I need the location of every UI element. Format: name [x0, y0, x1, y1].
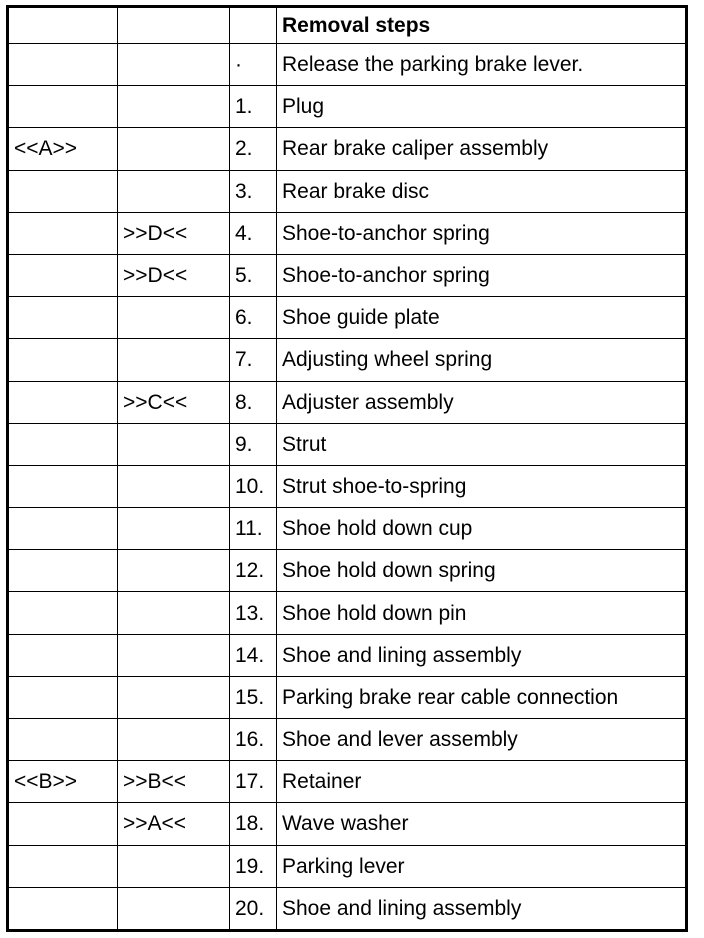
table-row	[8, 423, 687, 465]
removal-steps-table	[6, 5, 688, 932]
table-row	[8, 676, 687, 718]
table-row	[8, 465, 687, 507]
table-row	[8, 297, 687, 339]
install-ref-cell	[118, 634, 230, 676]
install-ref-cell	[118, 887, 230, 930]
step-number-cell: 20.	[230, 887, 277, 930]
step-description-cell: Adjuster assembly	[277, 381, 687, 423]
removal-ref-cell	[8, 845, 118, 887]
install-ref-cell	[118, 128, 230, 170]
step-description-cell: Shoe hold down spring	[277, 550, 687, 592]
table-row	[8, 170, 687, 212]
removal-ref-cell	[8, 887, 118, 930]
header-removal-steps: Removal steps	[277, 7, 687, 44]
table-row	[8, 212, 687, 254]
table-row	[8, 128, 687, 170]
removal-ref-cell	[8, 465, 118, 507]
install-ref-cell	[118, 465, 230, 507]
install-ref-cell	[118, 592, 230, 634]
step-number-cell: 15.	[230, 676, 277, 718]
removal-ref-cell	[8, 550, 118, 592]
removal-ref-cell	[8, 592, 118, 634]
removal-ref-cell	[8, 212, 118, 254]
install-ref-cell	[118, 719, 230, 761]
table-row	[8, 761, 687, 803]
install-ref-cell	[118, 170, 230, 212]
removal-ref-cell	[8, 803, 118, 845]
removal-ref-cell	[8, 381, 118, 423]
step-number-cell: 11.	[230, 508, 277, 550]
removal-ref-cell	[8, 297, 118, 339]
table-row	[8, 86, 687, 128]
install-ref-cell	[118, 676, 230, 718]
step-description-cell: Shoe-to-anchor spring	[277, 254, 687, 296]
step-description-cell: Shoe hold down cup	[277, 508, 687, 550]
removal-ref-cell	[8, 254, 118, 296]
step-description-cell: Release the parking brake lever.	[277, 44, 687, 86]
install-ref-cell	[118, 550, 230, 592]
step-number-cell: 5.	[230, 254, 277, 296]
step-description-cell: Wave washer	[277, 803, 687, 845]
table-header-row	[8, 7, 687, 44]
install-ref-cell	[118, 44, 230, 86]
removal-steps-body	[8, 7, 687, 931]
step-description-cell: Adjusting wheel spring	[277, 339, 687, 381]
install-ref-cell	[118, 86, 230, 128]
header-removal-ref	[8, 7, 118, 44]
step-number-cell: 6.	[230, 297, 277, 339]
removal-ref-cell	[8, 44, 118, 86]
step-description-cell: Parking lever	[277, 845, 687, 887]
step-description-cell: Strut shoe-to-spring	[277, 465, 687, 507]
step-description-cell: Retainer	[277, 761, 687, 803]
step-number-cell: 17.	[230, 761, 277, 803]
step-description-cell: Parking brake rear cable connection	[277, 676, 687, 718]
step-number-cell: ·	[230, 44, 277, 86]
removal-ref-cell	[8, 423, 118, 465]
step-number-cell: 4.	[230, 212, 277, 254]
removal-ref-cell	[8, 634, 118, 676]
table-row	[8, 339, 687, 381]
removal-ref-cell: <<B>>	[8, 761, 118, 803]
table-row	[8, 44, 687, 86]
table-row	[8, 550, 687, 592]
table-row	[8, 508, 687, 550]
step-description-cell: Rear brake caliper assembly	[277, 128, 687, 170]
removal-ref-cell	[8, 676, 118, 718]
removal-ref-cell	[8, 508, 118, 550]
step-description-cell: Rear brake disc	[277, 170, 687, 212]
removal-ref-cell	[8, 170, 118, 212]
removal-ref-cell	[8, 86, 118, 128]
install-ref-cell	[118, 508, 230, 550]
step-number-cell: 7.	[230, 339, 277, 381]
header-install-ref	[118, 7, 230, 44]
removal-ref-cell	[8, 719, 118, 761]
table-row	[8, 254, 687, 296]
step-description-cell: Strut	[277, 423, 687, 465]
step-number-cell: 8.	[230, 381, 277, 423]
install-ref-cell	[118, 423, 230, 465]
step-number-cell: 14.	[230, 634, 277, 676]
step-number-cell: 3.	[230, 170, 277, 212]
step-description-cell: Shoe-to-anchor spring	[277, 212, 687, 254]
install-ref-cell	[118, 845, 230, 887]
removal-ref-cell	[8, 339, 118, 381]
step-number-cell: 19.	[230, 845, 277, 887]
step-number-cell: 12.	[230, 550, 277, 592]
step-description-cell: Shoe hold down pin	[277, 592, 687, 634]
step-number-cell: 13.	[230, 592, 277, 634]
removal-ref-cell: <<A>>	[8, 128, 118, 170]
install-ref-cell: >>D<<	[118, 254, 230, 296]
step-description-cell: Shoe and lining assembly	[277, 634, 687, 676]
table-row	[8, 381, 687, 423]
table-row	[8, 719, 687, 761]
step-number-cell: 10.	[230, 465, 277, 507]
step-description-cell: Shoe guide plate	[277, 297, 687, 339]
table-row	[8, 845, 687, 887]
step-number-cell: 2.	[230, 128, 277, 170]
table-row	[8, 592, 687, 634]
step-number-cell: 16.	[230, 719, 277, 761]
install-ref-cell: >>A<<	[118, 803, 230, 845]
step-number-cell: 9.	[230, 423, 277, 465]
step-description-cell: Plug	[277, 86, 687, 128]
step-description-cell: Shoe and lining assembly	[277, 887, 687, 930]
install-ref-cell	[118, 297, 230, 339]
install-ref-cell: >>B<<	[118, 761, 230, 803]
step-number-cell: 1.	[230, 86, 277, 128]
table-row	[8, 634, 687, 676]
step-number-cell: 18.	[230, 803, 277, 845]
step-description-cell: Shoe and lever assembly	[277, 719, 687, 761]
table-row	[8, 887, 687, 930]
install-ref-cell	[118, 339, 230, 381]
install-ref-cell: >>D<<	[118, 212, 230, 254]
install-ref-cell: >>C<<	[118, 381, 230, 423]
header-step-number	[230, 7, 277, 44]
table-row	[8, 803, 687, 845]
